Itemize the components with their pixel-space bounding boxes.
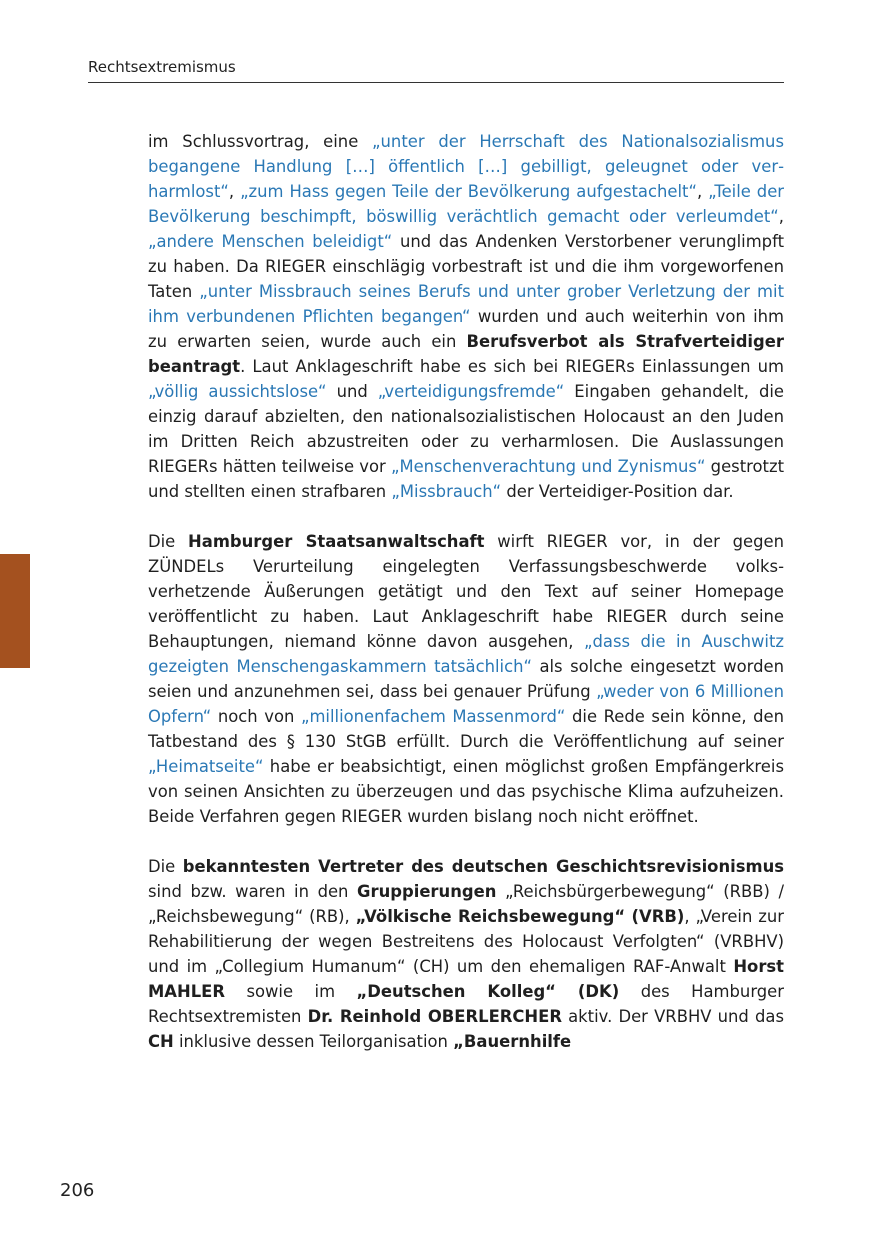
quoted-text: „weder von 6 Millionen Opfern“: [148, 682, 785, 726]
bold-text: Hamburger Staatsanwaltschaft: [188, 532, 485, 551]
text-run: sowie im: [224, 982, 357, 1001]
quoted-text: „verteidigungsfremde“: [377, 382, 565, 401]
quoted-text: „millionenfachem Massenmord“: [300, 707, 566, 726]
text-run: ,: [228, 182, 241, 201]
quoted-text: „völlig aussichtslose“: [148, 382, 327, 401]
quoted-text: „andere Menschen beleidigt“: [148, 232, 393, 251]
chapter-side-tab: [0, 554, 30, 668]
text-run: und: [326, 382, 378, 401]
bold-text: „Deutschen Kolleg“ (DK): [356, 982, 620, 1001]
text-run: Die: [148, 532, 189, 551]
paragraph-3: [148, 854, 784, 1054]
text-run: gestrotzt und stellten einen strafbaren: [148, 457, 785, 501]
text-run: wurden und auch weiterhin von ihm zu erwarten seien, wurde auch ein: [148, 307, 784, 351]
text-run: „Reichsbürgerbewegung“ (RBB) / „Reichsbewegung“ (RB),: [148, 882, 784, 926]
quoted-text: „unter Missbrauch seines Berufs und unter grober Verletzung der mit ihm verbundenen Pflichten begangen“: [148, 282, 784, 326]
text-run: die Rede sein könne, den Tatbestand des § 130 StGB erfüllt. Durch die Veröffentlichung auf seiner: [148, 707, 784, 751]
bold-text: „Völkische Reichsbewegung“ (VRB): [355, 907, 685, 926]
text-run: . Laut Anklageschrift habe es sich bei RIEGERs Einlassungen um: [240, 357, 784, 376]
quoted-text: „Menschenverachtung und Zynismus“: [390, 457, 706, 476]
bold-text: Gruppierungen: [357, 882, 497, 901]
text-run: sind bzw. waren in den: [148, 882, 358, 901]
text-run: Eingaben gehandelt, die einzig darauf abzielten, den nationalsozialistischen Holocaust an den Juden im Dritten Reich abzustreiten oder zu verharmlosen. Die Auslassungen RIEGERs hätten teilweise vor: [148, 382, 784, 476]
bold-text: Horst MAHLER: [148, 957, 784, 1001]
paragraph-1: [148, 129, 784, 504]
bold-text: „Bauernhilfe: [453, 1032, 572, 1051]
page-number: 206: [60, 1180, 95, 1201]
text-run: , „Verein zur Rehabilitierung der wegen Bestreitens des Holocaust Verfolgten“ (VRBHV) und im „Collegium Humanum“ (CH) um den ehemaligen RAF-Anwalt: [148, 907, 784, 976]
text-run: als solche eingesetzt worden seien und anzunehmen sei, dass bei genauer Prüfung: [148, 657, 784, 701]
quoted-text: „Heimatseite“: [148, 757, 264, 776]
text-run: der Verteidiger-Position dar.: [501, 482, 734, 501]
header-rule: [88, 82, 784, 83]
text-run: ,: [778, 207, 784, 226]
text-run: aktiv. Der VRBHV und das: [561, 1007, 785, 1026]
bold-text: CH: [148, 1032, 174, 1051]
quoted-text: „unter der Herrschaft des Nationalsozialismus begangene Handlung […] öffentlich […] gebilligt, geleugnet oder verharmlost“: [148, 132, 784, 201]
text-run: ,: [696, 182, 709, 201]
quoted-text: „zum Hass gegen Teile der Bevölkerung aufgestachelt“: [240, 182, 697, 201]
text-run: im Schlussvortrag, eine: [148, 132, 373, 151]
text-run: wirft RIEGER vor, in der gegen ZÜNDELs Verurteilung eingelegten Verfassungsbeschwerde volksverhetzende Äußerungen getätigt und den Text auf seiner Homepage veröffentlicht zu haben. Laut Anklageschrift habe RIEGER durch seine Behauptungen, niemand könne davon ausgehen,: [148, 532, 784, 651]
text-run: noch von: [211, 707, 301, 726]
quoted-text: „Missbrauch“: [391, 482, 502, 501]
text-run: des Hamburger Rechtsextremisten: [148, 982, 784, 1026]
running-header: Rechtsextremismus: [88, 58, 236, 76]
bold-text: bekanntesten Vertreter des deutschen Geschichtsrevisionismus: [182, 857, 784, 876]
text-run: inklusive dessen Teilorganisation: [173, 1032, 454, 1051]
paragraph-2: [148, 529, 784, 829]
bold-text: Berufsverbot als Strafverteidiger beantragt: [148, 332, 784, 376]
text-run: habe er beabsichtigt, einen möglichst großen Empfängerkreis von seinen Ansichten zu überzeugen und das psychische Klima aufzuheizen. Beide Verfahren gegen RIEGER wurden bislang noch nicht eröffnet.: [148, 757, 784, 826]
bold-text: Dr. Reinhold OBERLERCHER: [307, 1007, 562, 1026]
quoted-text: „Teile der Bevölkerung beschimpft, böswillig verächtlich gemacht oder verleumdet“: [148, 182, 785, 226]
body-text: [148, 129, 784, 1079]
text-run: Die: [148, 857, 183, 876]
text-run: und das Andenken Verstorbener verunglimpft zu haben. Da RIEGER einschlägig vorbestraft ist und die ihm vorgeworfenen Taten: [148, 232, 784, 301]
quoted-text: „dass die in Auschwitz gezeigten Menschengaskammern tatsächlich“: [148, 632, 784, 676]
